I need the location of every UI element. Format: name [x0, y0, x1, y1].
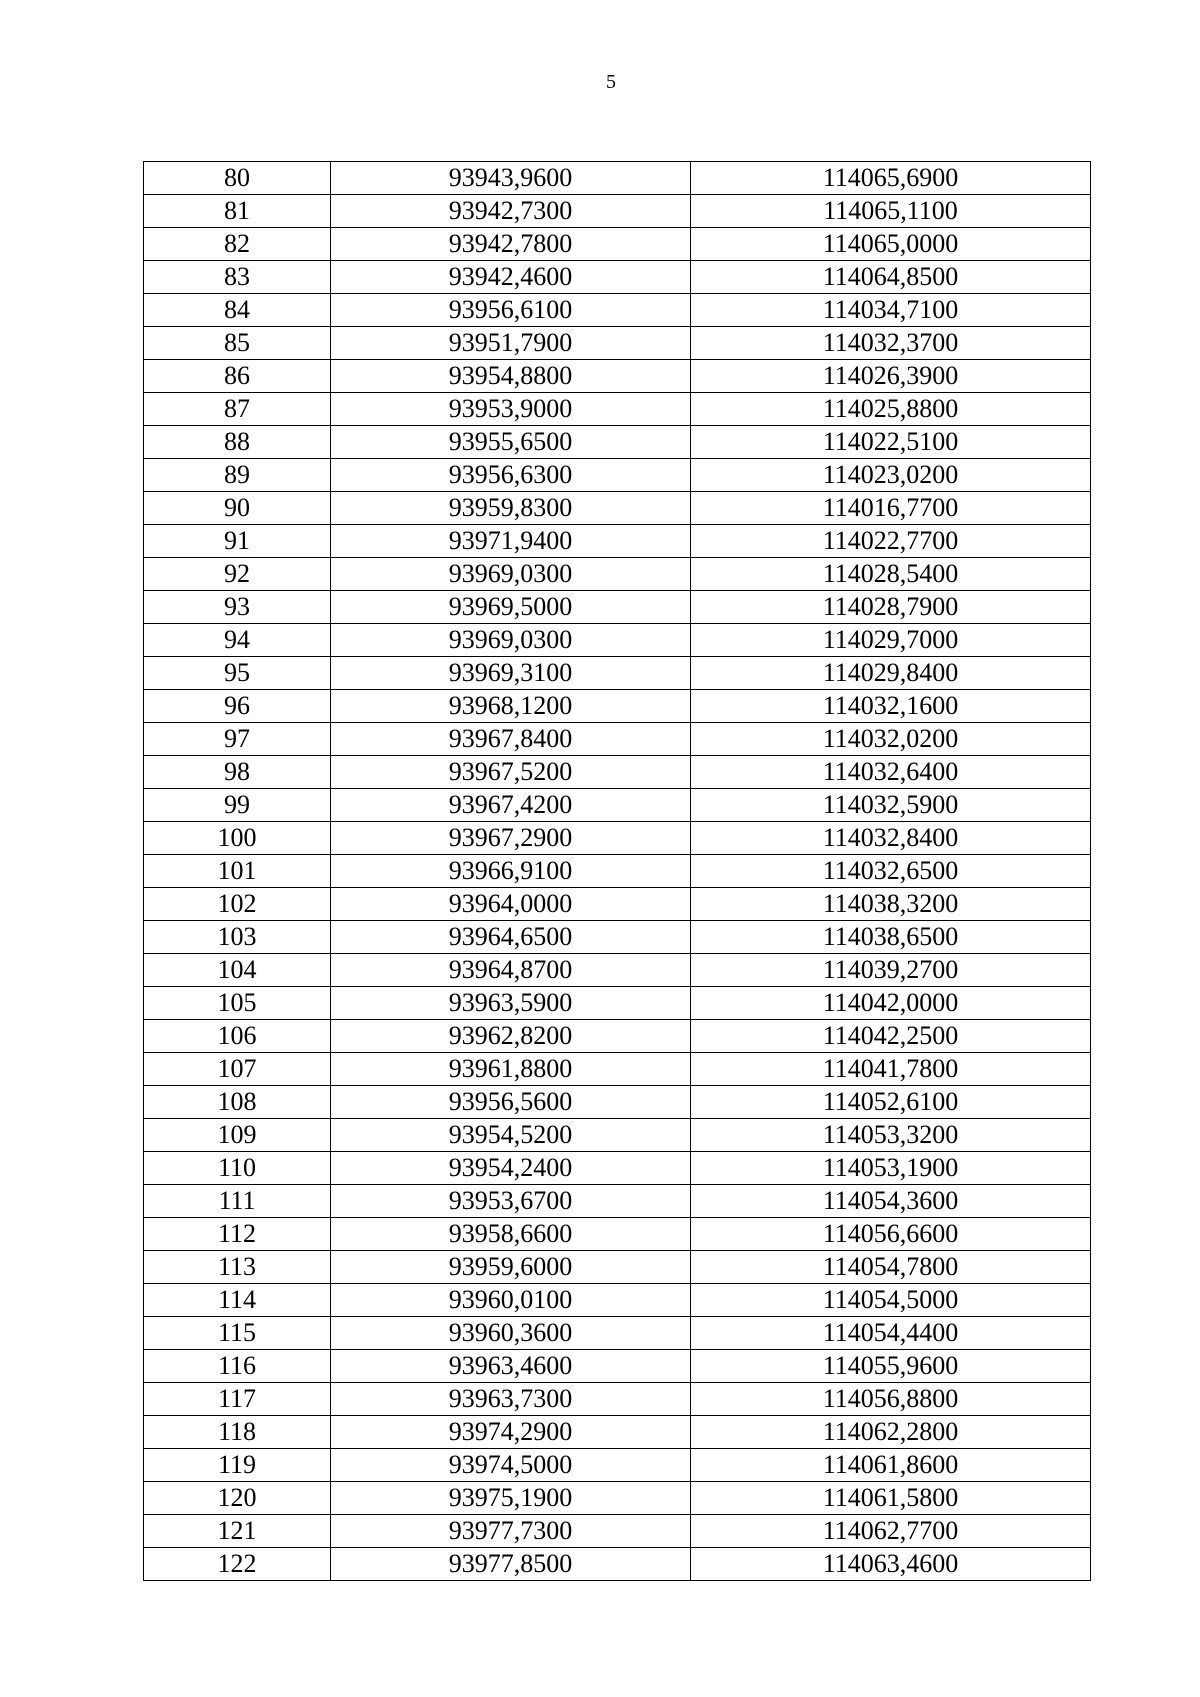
table-row	[144, 1317, 1091, 1350]
point-number-cell: 104	[144, 954, 331, 987]
point-number-cell: 122	[144, 1548, 331, 1581]
x-coordinate-cell: 93958,6600	[331, 1218, 691, 1251]
x-coordinate-cell: 93964,8700	[331, 954, 691, 987]
point-number-cell: 101	[144, 855, 331, 888]
point-number-cell: 102	[144, 888, 331, 921]
table-row	[144, 921, 1091, 954]
y-coordinate-cell: 114032,8400	[691, 822, 1091, 855]
x-coordinate-cell: 93963,7300	[331, 1383, 691, 1416]
table-row	[144, 525, 1091, 558]
y-coordinate-cell: 114052,6100	[691, 1086, 1091, 1119]
table-row	[144, 558, 1091, 591]
point-number-cell: 116	[144, 1350, 331, 1383]
y-coordinate-cell: 114032,1600	[691, 690, 1091, 723]
table-row	[144, 459, 1091, 492]
point-number-cell: 111	[144, 1185, 331, 1218]
y-coordinate-cell: 114062,7700	[691, 1515, 1091, 1548]
table-row	[144, 492, 1091, 525]
y-coordinate-cell: 114029,7000	[691, 624, 1091, 657]
y-coordinate-cell: 114055,9600	[691, 1350, 1091, 1383]
x-coordinate-cell: 93942,4600	[331, 261, 691, 294]
y-coordinate-cell: 114032,6500	[691, 855, 1091, 888]
x-coordinate-cell: 93966,9100	[331, 855, 691, 888]
x-coordinate-cell: 93956,5600	[331, 1086, 691, 1119]
x-coordinate-cell: 93964,0000	[331, 888, 691, 921]
table-row	[144, 822, 1091, 855]
x-coordinate-cell: 93969,0300	[331, 624, 691, 657]
x-coordinate-cell: 93953,9000	[331, 393, 691, 426]
x-coordinate-cell: 93959,8300	[331, 492, 691, 525]
table-row	[144, 360, 1091, 393]
table-row	[144, 624, 1091, 657]
x-coordinate-cell: 93977,7300	[331, 1515, 691, 1548]
page-number: 5	[606, 71, 616, 93]
x-coordinate-cell: 93942,7800	[331, 228, 691, 261]
table-row	[144, 591, 1091, 624]
point-number-cell: 119	[144, 1449, 331, 1482]
table-row	[144, 195, 1091, 228]
table-row	[144, 1020, 1091, 1053]
table-row	[144, 1284, 1091, 1317]
point-number-cell: 96	[144, 690, 331, 723]
y-coordinate-cell: 114056,6600	[691, 1218, 1091, 1251]
table-row	[144, 294, 1091, 327]
table-row	[144, 690, 1091, 723]
point-number-cell: 117	[144, 1383, 331, 1416]
y-coordinate-cell: 114054,4400	[691, 1317, 1091, 1350]
point-number-cell: 87	[144, 393, 331, 426]
x-coordinate-cell: 93956,6100	[331, 294, 691, 327]
x-coordinate-cell: 93953,6700	[331, 1185, 691, 1218]
table-row	[144, 1383, 1091, 1416]
y-coordinate-cell: 114038,6500	[691, 921, 1091, 954]
y-coordinate-cell: 114065,1100	[691, 195, 1091, 228]
table-row	[144, 723, 1091, 756]
y-coordinate-cell: 114061,5800	[691, 1482, 1091, 1515]
x-coordinate-cell: 93964,6500	[331, 921, 691, 954]
table-row	[144, 393, 1091, 426]
point-number-cell: 84	[144, 294, 331, 327]
point-number-cell: 91	[144, 525, 331, 558]
point-number-cell: 81	[144, 195, 331, 228]
point-number-cell: 114	[144, 1284, 331, 1317]
point-number-cell: 110	[144, 1152, 331, 1185]
table-row	[144, 657, 1091, 690]
y-coordinate-cell: 114026,3900	[691, 360, 1091, 393]
x-coordinate-cell: 93969,3100	[331, 657, 691, 690]
table-row	[144, 789, 1091, 822]
y-coordinate-cell: 114032,0200	[691, 723, 1091, 756]
table-row	[144, 1449, 1091, 1482]
point-number-cell: 94	[144, 624, 331, 657]
y-coordinate-cell: 114054,3600	[691, 1185, 1091, 1218]
x-coordinate-cell: 93960,3600	[331, 1317, 691, 1350]
y-coordinate-cell: 114029,8400	[691, 657, 1091, 690]
x-coordinate-cell: 93959,6000	[331, 1251, 691, 1284]
coordinates-table	[143, 161, 1091, 1581]
point-number-cell: 90	[144, 492, 331, 525]
y-coordinate-cell: 114061,8600	[691, 1449, 1091, 1482]
y-coordinate-cell: 114054,7800	[691, 1251, 1091, 1284]
x-coordinate-cell: 93974,5000	[331, 1449, 691, 1482]
point-number-cell: 93	[144, 591, 331, 624]
table-row	[144, 1548, 1091, 1581]
table-row	[144, 1416, 1091, 1449]
y-coordinate-cell: 114022,5100	[691, 426, 1091, 459]
x-coordinate-cell: 93967,5200	[331, 756, 691, 789]
table-row	[144, 1218, 1091, 1251]
x-coordinate-cell: 93968,1200	[331, 690, 691, 723]
x-coordinate-cell: 93967,8400	[331, 723, 691, 756]
x-coordinate-cell: 93963,5900	[331, 987, 691, 1020]
point-number-cell: 97	[144, 723, 331, 756]
x-coordinate-cell: 93969,5000	[331, 591, 691, 624]
x-coordinate-cell: 93960,0100	[331, 1284, 691, 1317]
point-number-cell: 88	[144, 426, 331, 459]
y-coordinate-cell: 114022,7700	[691, 525, 1091, 558]
x-coordinate-cell: 93954,8800	[331, 360, 691, 393]
table-row	[144, 855, 1091, 888]
point-number-cell: 121	[144, 1515, 331, 1548]
table-row	[144, 1515, 1091, 1548]
y-coordinate-cell: 114062,2800	[691, 1416, 1091, 1449]
y-coordinate-cell: 114039,2700	[691, 954, 1091, 987]
table-row	[144, 1482, 1091, 1515]
point-number-cell: 83	[144, 261, 331, 294]
y-coordinate-cell: 114032,3700	[691, 327, 1091, 360]
point-number-cell: 89	[144, 459, 331, 492]
y-coordinate-cell: 114028,5400	[691, 558, 1091, 591]
y-coordinate-cell: 114032,5900	[691, 789, 1091, 822]
x-coordinate-cell: 93943,9600	[331, 162, 691, 195]
x-coordinate-cell: 93951,7900	[331, 327, 691, 360]
x-coordinate-cell: 93974,2900	[331, 1416, 691, 1449]
x-coordinate-cell: 93942,7300	[331, 195, 691, 228]
y-coordinate-cell: 114016,7700	[691, 492, 1091, 525]
y-coordinate-cell: 114032,6400	[691, 756, 1091, 789]
point-number-cell: 109	[144, 1119, 331, 1152]
y-coordinate-cell: 114038,3200	[691, 888, 1091, 921]
table-row	[144, 162, 1091, 195]
y-coordinate-cell: 114065,0000	[691, 228, 1091, 261]
x-coordinate-cell: 93962,8200	[331, 1020, 691, 1053]
point-number-cell: 82	[144, 228, 331, 261]
point-number-cell: 100	[144, 822, 331, 855]
y-coordinate-cell: 114023,0200	[691, 459, 1091, 492]
point-number-cell: 112	[144, 1218, 331, 1251]
x-coordinate-cell: 93971,9400	[331, 525, 691, 558]
point-number-cell: 86	[144, 360, 331, 393]
x-coordinate-cell: 93977,8500	[331, 1548, 691, 1581]
point-number-cell: 115	[144, 1317, 331, 1350]
y-coordinate-cell: 114056,8800	[691, 1383, 1091, 1416]
x-coordinate-cell: 93963,4600	[331, 1350, 691, 1383]
point-number-cell: 103	[144, 921, 331, 954]
point-number-cell: 80	[144, 162, 331, 195]
y-coordinate-cell: 114053,1900	[691, 1152, 1091, 1185]
table-row	[144, 987, 1091, 1020]
point-number-cell: 85	[144, 327, 331, 360]
y-coordinate-cell: 114042,0000	[691, 987, 1091, 1020]
table-row	[144, 1086, 1091, 1119]
table-row	[144, 1350, 1091, 1383]
table-row	[144, 228, 1091, 261]
y-coordinate-cell: 114053,3200	[691, 1119, 1091, 1152]
y-coordinate-cell: 114042,2500	[691, 1020, 1091, 1053]
y-coordinate-cell: 114054,5000	[691, 1284, 1091, 1317]
x-coordinate-cell: 93954,2400	[331, 1152, 691, 1185]
table-row	[144, 1053, 1091, 1086]
table-row	[144, 426, 1091, 459]
x-coordinate-cell: 93956,6300	[331, 459, 691, 492]
point-number-cell: 98	[144, 756, 331, 789]
point-number-cell: 106	[144, 1020, 331, 1053]
point-number-cell: 95	[144, 657, 331, 690]
table-row	[144, 1185, 1091, 1218]
point-number-cell: 113	[144, 1251, 331, 1284]
table-row	[144, 954, 1091, 987]
table-row	[144, 1251, 1091, 1284]
x-coordinate-cell: 93967,2900	[331, 822, 691, 855]
point-number-cell: 120	[144, 1482, 331, 1515]
coordinates-table-body	[144, 162, 1091, 1581]
table-row	[144, 261, 1091, 294]
table-row	[144, 756, 1091, 789]
point-number-cell: 107	[144, 1053, 331, 1086]
x-coordinate-cell: 93954,5200	[331, 1119, 691, 1152]
point-number-cell: 105	[144, 987, 331, 1020]
point-number-cell: 92	[144, 558, 331, 591]
table-row	[144, 888, 1091, 921]
x-coordinate-cell: 93969,0300	[331, 558, 691, 591]
x-coordinate-cell: 93961,8800	[331, 1053, 691, 1086]
y-coordinate-cell: 114041,7800	[691, 1053, 1091, 1086]
x-coordinate-cell: 93967,4200	[331, 789, 691, 822]
point-number-cell: 108	[144, 1086, 331, 1119]
y-coordinate-cell: 114028,7900	[691, 591, 1091, 624]
x-coordinate-cell: 93955,6500	[331, 426, 691, 459]
point-number-cell: 99	[144, 789, 331, 822]
y-coordinate-cell: 114034,7100	[691, 294, 1091, 327]
y-coordinate-cell: 114025,8800	[691, 393, 1091, 426]
y-coordinate-cell: 114064,8500	[691, 261, 1091, 294]
table-row	[144, 1119, 1091, 1152]
table-row	[144, 1152, 1091, 1185]
table-row	[144, 327, 1091, 360]
x-coordinate-cell: 93975,1900	[331, 1482, 691, 1515]
y-coordinate-cell: 114063,4600	[691, 1548, 1091, 1581]
point-number-cell: 118	[144, 1416, 331, 1449]
y-coordinate-cell: 114065,6900	[691, 162, 1091, 195]
